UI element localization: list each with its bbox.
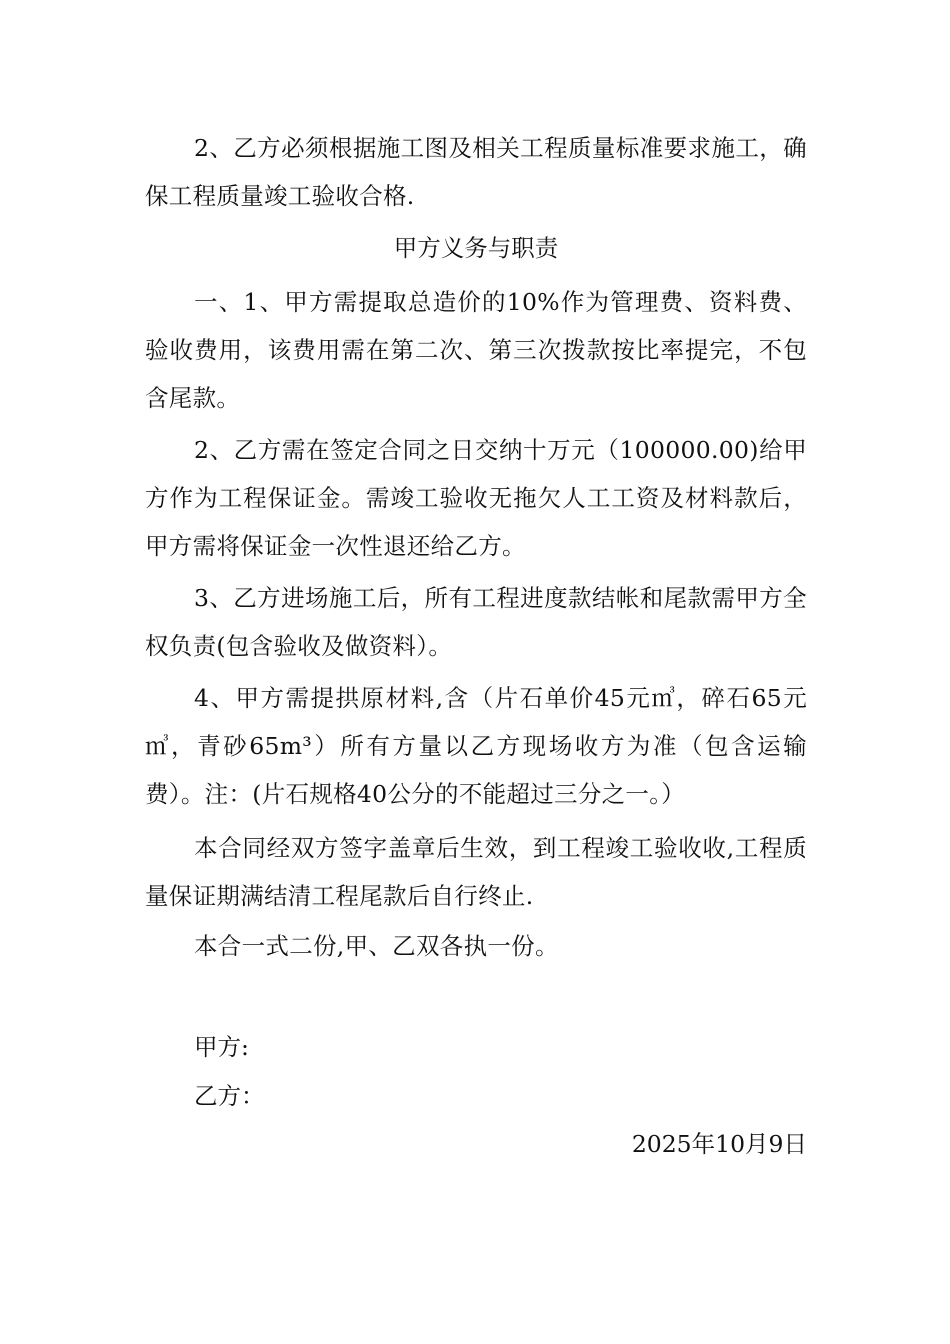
clause-a1-management-fee: 一、1、甲方需提取总造价的10%作为管理费、资料费、验收费用，该费用需在第二次、第三次拨款按比率提完，不包含尾款。	[145, 288, 807, 412]
clause-copies: 本合一式二份,甲、乙双各执一份。	[194, 932, 559, 960]
clause-a2-deposit: 2、乙方需在签定合同之日交纳十万元（100000.00)给甲方作为工程保证金。需竣工验收无拖欠人工工资及材料款后，甲方需将保证金一次性退还给乙方。	[145, 436, 807, 560]
signature-party-a: 甲方:	[194, 1033, 249, 1061]
clause-effectiveness: 本合同经双方签字盖章后生效，到工程竣工验收收,工程质量保证期满结清工程尾款后自行终止.	[145, 834, 807, 910]
signature-party-b: 乙方：	[194, 1082, 265, 1110]
contract-date: 2025年10月9日	[631, 1130, 807, 1158]
clause-2-quality: 2、乙方必须根据施工图及相关工程质量标准要求施工，确保工程质量竣工验收合格.	[145, 134, 807, 210]
section-heading: 甲方义务与职责	[393, 234, 559, 262]
clause-a3-payment: 3、乙方进场施工后，所有工程进度款结帐和尾款需甲方全权负责(包含验收及做资料）。	[145, 584, 807, 660]
clause-a4-materials: 4、甲方需提拱原材料,含（片石单价45元㎥，碎石65元㎥，青砂65m³）所有方量以乙方现场收方为准（包含运输费）。注：(片石规格40公分的不能超过三分之一。）	[145, 684, 807, 808]
